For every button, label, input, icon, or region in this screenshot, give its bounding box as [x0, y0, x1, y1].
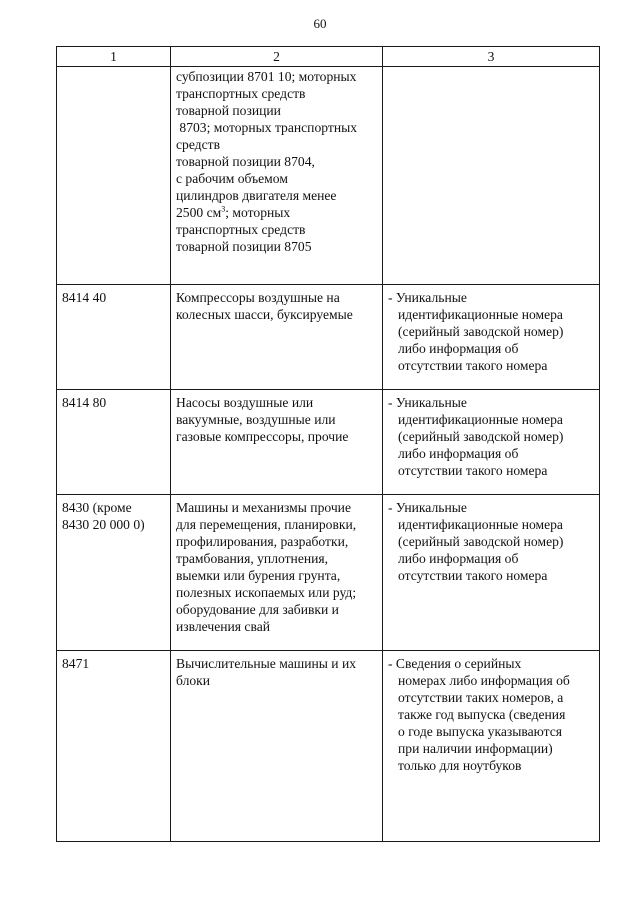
description-line: извлечения свай	[176, 619, 271, 634]
info-line: - Уникальные	[388, 395, 467, 410]
code-line: 8414 40	[62, 290, 107, 305]
description-line: товарной позиции 8705	[176, 239, 312, 254]
description-line: средств	[176, 137, 220, 152]
description-line: оборудование для забивки и	[176, 602, 339, 617]
superscript: 3	[221, 204, 226, 214]
table-row	[57, 67, 600, 285]
description-line: товарной позиции 8704,	[176, 154, 315, 169]
info-line: о годе выпуска указываются	[398, 724, 563, 739]
column-header-1: 1	[57, 47, 171, 67]
description-cell	[171, 390, 383, 495]
info-cell	[383, 285, 600, 390]
info-cell	[383, 651, 600, 842]
code-line: 8430 (кроме	[62, 500, 132, 515]
description-line: транспортных средств	[176, 86, 306, 101]
description-cell	[171, 651, 383, 842]
info-line: отсутствии такого номера	[398, 358, 548, 373]
table-row	[57, 285, 600, 390]
description-line: для перемещения, планировки,	[176, 517, 357, 532]
code-cell	[57, 285, 171, 390]
description-line: вакуумные, воздушные или	[176, 412, 336, 427]
description-line: Насосы воздушные или	[176, 395, 314, 410]
info-line: - Уникальные	[388, 290, 467, 305]
info-line: либо информация об	[398, 446, 519, 461]
info-line: также год выпуска (сведения	[398, 707, 566, 722]
info-line: идентификационные номера	[398, 517, 563, 532]
code-cell	[57, 67, 171, 285]
description-fragment: 2500 см	[176, 205, 222, 220]
description-fragment: ; моторных	[225, 205, 291, 220]
info-line: только для ноутбуков	[398, 758, 522, 773]
table-row	[57, 495, 600, 651]
description-line: транспортных средств	[176, 222, 306, 237]
code-cell	[57, 390, 171, 495]
column-header-2: 2	[171, 47, 383, 67]
info-line: отсутствии такого номера	[398, 568, 548, 583]
description-line: Машины и механизмы прочие	[176, 500, 351, 515]
info-line: (серийный заводской номер)	[398, 534, 564, 549]
info-line: при наличии информации)	[398, 741, 553, 756]
code-cell	[57, 651, 171, 842]
description-cell	[171, 285, 383, 390]
table-row	[57, 651, 600, 842]
info-line: либо информация об	[398, 551, 519, 566]
description-cell	[171, 67, 383, 285]
code-cell	[57, 495, 171, 651]
code-line: 8430 20 000 0)	[62, 517, 145, 532]
table-row	[57, 390, 600, 495]
description-line	[176, 204, 377, 221]
description-line: выемки или бурения грунта,	[176, 568, 341, 583]
info-line: либо информация об	[398, 341, 519, 356]
info-cell	[383, 67, 600, 285]
description-line: субпозиции 8701 10; моторных	[176, 69, 357, 84]
info-cell	[383, 495, 600, 651]
description-line: колесных шасси, буксируемые	[176, 307, 353, 322]
info-line: отсутствии такого номера	[398, 463, 548, 478]
description-line: Вычислительные машины и их	[176, 656, 357, 671]
info-line: - Сведения о серийных	[388, 656, 522, 671]
description-line: цилиндров двигателя менее	[176, 188, 337, 203]
description-line: Компрессоры воздушные на	[176, 290, 340, 305]
info-line: (серийный заводской номер)	[398, 324, 564, 339]
description-cell	[171, 495, 383, 651]
column-header-3: 3	[383, 47, 600, 67]
goods-table	[56, 46, 600, 842]
info-line: номерах либо информация об	[398, 673, 570, 688]
info-cell	[383, 390, 600, 495]
description-line: с рабочим объемом	[176, 171, 288, 186]
table-header-row	[57, 47, 600, 67]
code-line: 8471	[62, 656, 90, 671]
info-line: отсутствии таких номеров, а	[398, 690, 564, 705]
info-line: (серийный заводской номер)	[398, 429, 564, 444]
description-line: профилирования, разработки,	[176, 534, 349, 549]
info-line: идентификационные номера	[398, 412, 563, 427]
info-line: - Уникальные	[388, 500, 467, 515]
description-line: товарной позиции	[176, 103, 281, 118]
description-line: газовые компрессоры, прочие	[176, 429, 349, 444]
description-line: блоки	[176, 673, 211, 688]
description-line: трамбования, уплотнения,	[176, 551, 329, 566]
page-number: 60	[313, 16, 327, 31]
info-line: идентификационные номера	[398, 307, 563, 322]
description-line: 8703; моторных транспортных	[176, 120, 358, 135]
description-line: полезных ископаемых или руд;	[176, 585, 357, 600]
code-line: 8414 80	[62, 395, 107, 410]
